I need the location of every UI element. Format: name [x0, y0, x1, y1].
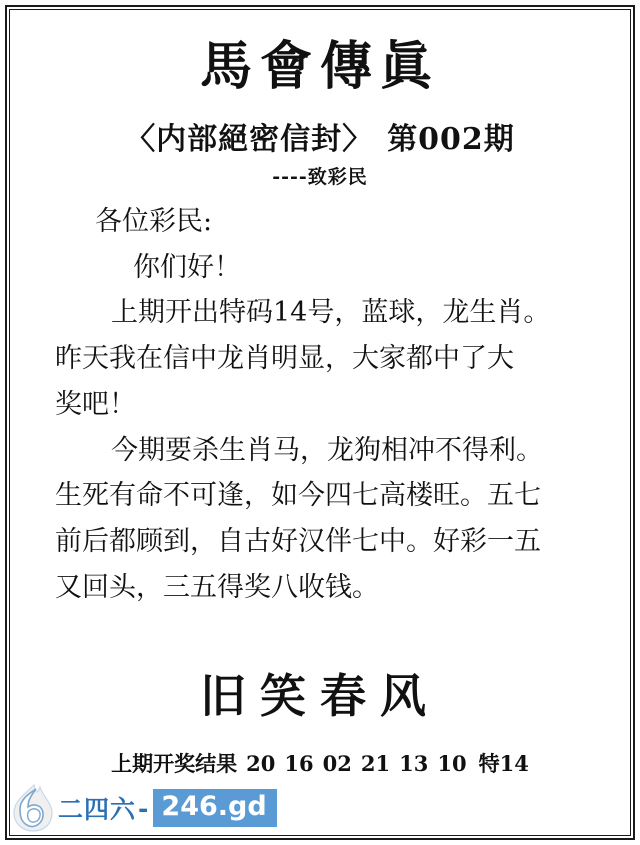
result-number: 02	[322, 751, 352, 776]
special-label: 特	[478, 751, 500, 776]
result-number: 16	[284, 751, 314, 776]
special-number: 14	[499, 751, 529, 776]
watermark-logo	[10, 781, 277, 835]
body-paragraph: 又回头，三五得奖八收钱。	[55, 571, 379, 603]
result-number: 20	[246, 751, 276, 776]
body-paragraph: 前后都顾到，自古好汉伴七中。好彩一五	[55, 526, 541, 558]
watermark-brand-cn: 二四六	[58, 795, 137, 824]
document-body	[55, 200, 585, 612]
watermark-domain: 246.gd	[153, 789, 276, 826]
body-paragraph: 生死有命不可逢，如今四七高楼旺。五七	[55, 480, 541, 512]
body-paragraph: 奖吧！	[55, 388, 136, 420]
result-number: 21	[360, 751, 391, 776]
watermark-separator: -	[138, 793, 150, 823]
body-paragraph: 今期要杀生肖马，龙狗相冲不得利。	[111, 434, 543, 466]
previous-draw-result	[0, 748, 640, 778]
subtitle-bracket-text: 〈内部絕密信封〉	[125, 122, 374, 157]
document-addressee: ----致彩民	[272, 166, 368, 188]
document-title: 馬會傳眞	[199, 36, 440, 97]
result-number: 13	[399, 751, 429, 776]
document-slogan: 旧笑春风	[200, 669, 440, 723]
body-paragraph: 上期开出特码14号，蓝球，龙生肖。	[111, 297, 551, 329]
issue-number: 第002期	[387, 122, 515, 157]
result-number: 10	[437, 751, 467, 776]
salutation: 各位彩民:	[95, 206, 213, 237]
document-subtitle	[0, 114, 640, 158]
flame-six-icon	[10, 783, 56, 833]
result-label: 上期开奖结果	[111, 751, 238, 776]
body-paragraph: 昨天我在信中龙肖明显，大家都中了大	[55, 343, 514, 375]
greeting: 你们好！	[133, 251, 241, 283]
